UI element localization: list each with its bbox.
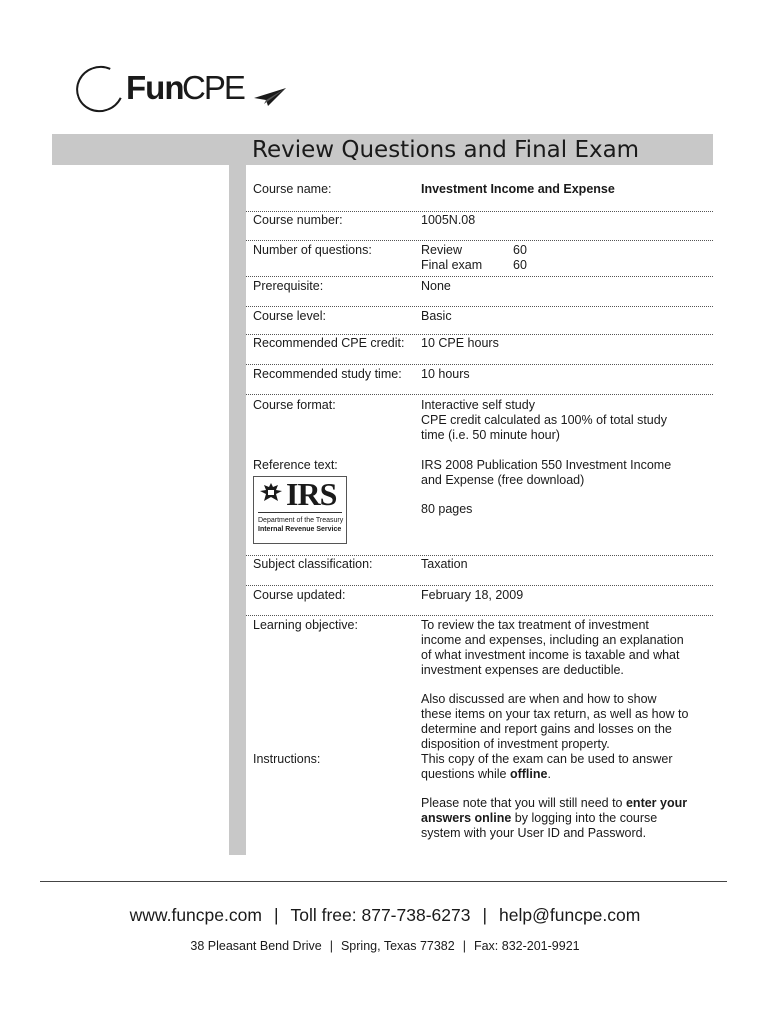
instructions-line: system with your User ID and Password. xyxy=(421,826,647,840)
course-format-line: CPE credit calculated as 100% of total study xyxy=(421,413,667,427)
learning-objective-line: To review the tax treatment of investment xyxy=(421,618,649,632)
final-exam-count: 60 xyxy=(513,258,527,272)
course-level-value: Basic xyxy=(421,309,452,323)
instructions-line: This copy of the exam can be used to answer xyxy=(421,752,673,766)
irs-logo-rule xyxy=(258,512,342,513)
city-address: Spring, Texas 77382 xyxy=(340,939,455,953)
instructions-line: Please note that you will still need to enter your xyxy=(421,796,688,810)
separator: | xyxy=(329,939,333,953)
reference-text-label: Reference text: xyxy=(253,458,338,472)
course-updated-value: February 18, 2009 xyxy=(421,588,524,602)
footer-divider xyxy=(40,881,727,882)
study-time-value: 10 hours xyxy=(421,367,470,381)
number-of-questions-label: Number of questions: xyxy=(253,243,372,257)
learning-objective-line: of what investment income is taxable and what xyxy=(421,648,680,662)
side-bar xyxy=(229,165,246,855)
row-divider xyxy=(246,240,713,241)
cpe-credit-label: Recommended CPE credit: xyxy=(253,336,405,350)
funcpe-logo xyxy=(74,62,294,114)
number-of-questions-row xyxy=(253,243,713,273)
row-divider xyxy=(246,585,713,586)
review-count: 60 xyxy=(513,243,527,257)
instructions-line: questions while offline. xyxy=(421,767,551,781)
course-number-value: 1005N.08 xyxy=(421,213,476,227)
toll-free: Toll free: 877-738-6273 xyxy=(290,905,471,925)
instructions-line: answers online by logging into the course xyxy=(421,811,658,825)
paper-plane-icon xyxy=(254,88,286,106)
learning-objective-label: Learning objective: xyxy=(253,618,358,632)
row-divider xyxy=(246,211,713,212)
learning-objective-line: these items on your tax return, as well as how to xyxy=(421,707,689,721)
prerequisite-label: Prerequisite: xyxy=(253,279,324,293)
learning-objective-line: disposition of investment property. xyxy=(421,737,610,751)
separator: | xyxy=(462,939,466,953)
logo-oval-icon xyxy=(70,59,131,119)
course-name-label: Course name: xyxy=(253,182,332,196)
email-link[interactable]: help@funcpe.com xyxy=(499,905,641,925)
learning-objective-line: income and expenses, including an explanation xyxy=(421,633,684,647)
separator: | xyxy=(273,905,279,925)
row-divider xyxy=(246,615,713,616)
reference-text-row xyxy=(253,458,713,544)
footer-contact xyxy=(0,904,770,926)
reference-pages: 80 pages xyxy=(421,502,473,516)
irs-logo xyxy=(253,476,347,544)
final-exam-label: Final exam xyxy=(421,258,483,272)
course-name-value: Investment Income and Expense xyxy=(421,182,615,196)
reference-text-line: and Expense (free download) xyxy=(421,473,585,487)
row-divider xyxy=(246,394,713,395)
irs-wordmark: IRS xyxy=(286,476,337,512)
subject-classification-label: Subject classification: xyxy=(253,557,373,571)
logo-brand-fun: Fun xyxy=(126,69,184,106)
page-title: Review Questions and Final Exam xyxy=(252,137,640,163)
learning-objective-line: determine and report gains and losses on the xyxy=(421,722,672,736)
learning-objective-line: investment expenses are deductible. xyxy=(421,663,624,677)
fax-number: Fax: 832-201-9921 xyxy=(473,939,580,953)
row-divider xyxy=(246,306,713,307)
course-number-label: Course number: xyxy=(253,213,343,227)
course-level-label: Course level: xyxy=(253,309,326,323)
reference-text-line: IRS 2008 Publication 550 Investment Income xyxy=(421,458,672,472)
eagle-seal-icon xyxy=(258,481,284,505)
row-divider xyxy=(246,276,713,277)
row-divider xyxy=(246,555,713,556)
course-format-line: Interactive self study xyxy=(421,398,535,412)
instructions-row xyxy=(253,752,713,842)
course-format-row xyxy=(253,398,713,444)
footer-address xyxy=(0,938,770,954)
learning-objective-row xyxy=(253,618,713,752)
review-label: Review xyxy=(421,243,462,257)
course-format-label: Course format: xyxy=(253,398,336,412)
course-updated-label: Course updated: xyxy=(253,588,346,602)
logo-brand-cpe: CPE xyxy=(182,69,244,106)
prerequisite-value: None xyxy=(421,279,451,293)
irs-department: Department of the Treasury xyxy=(258,517,344,524)
course-format-line: time (i.e. 50 minute hour) xyxy=(421,428,560,442)
instructions-label: Instructions: xyxy=(253,752,321,766)
row-divider xyxy=(246,334,713,335)
street-address: 38 Pleasant Bend Drive xyxy=(190,939,322,953)
separator: | xyxy=(482,905,488,925)
irs-service: Internal Revenue Service xyxy=(258,526,342,533)
row-divider xyxy=(246,364,713,365)
learning-objective-line: Also discussed are when and how to show xyxy=(421,692,657,706)
study-time-label: Recommended study time: xyxy=(253,367,402,381)
subject-classification-value: Taxation xyxy=(421,557,468,571)
website-link[interactable]: www.funcpe.com xyxy=(129,905,262,925)
cpe-credit-value: 10 CPE hours xyxy=(421,336,499,350)
